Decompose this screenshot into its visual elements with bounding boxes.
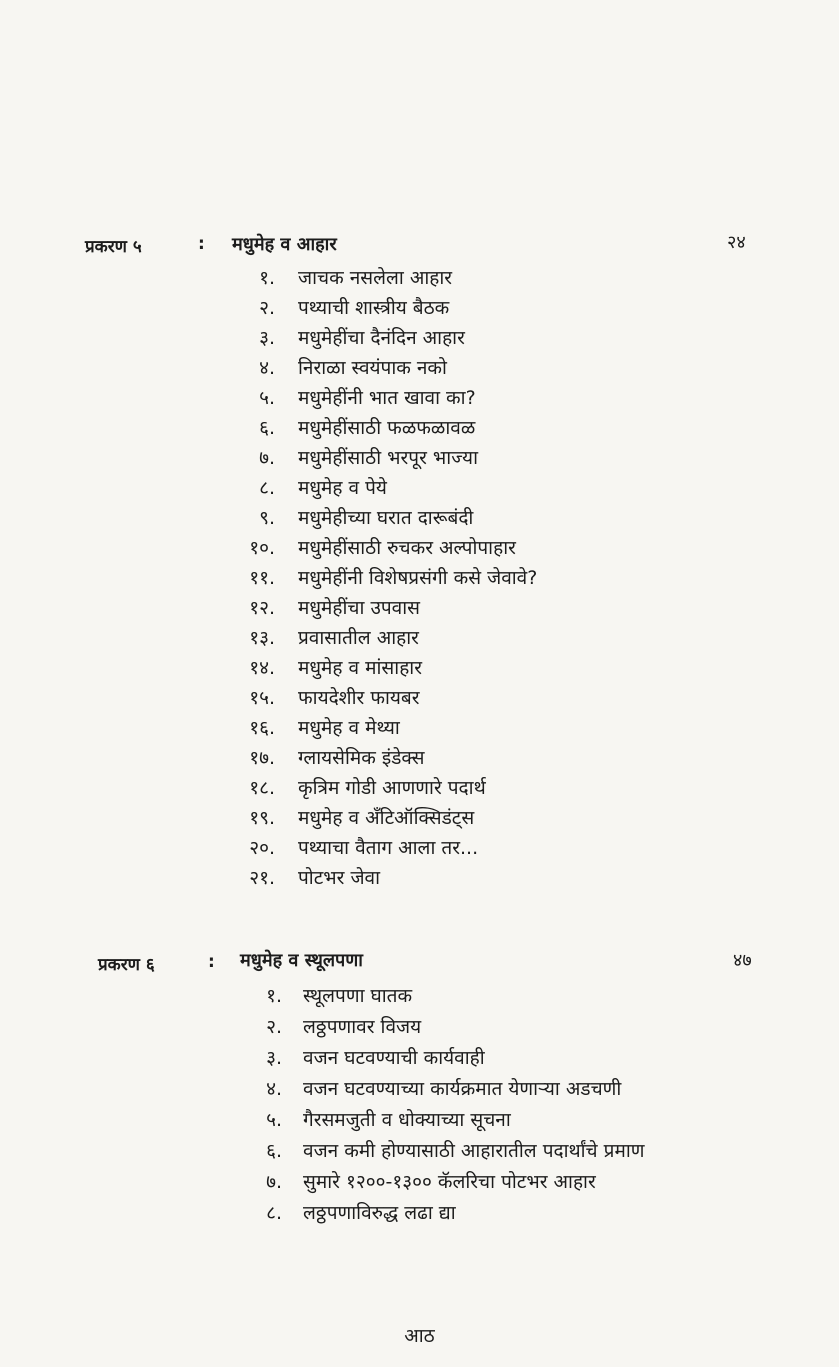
chapter-label: प्रकरण ५ bbox=[85, 237, 142, 257]
item-number: १. bbox=[259, 267, 275, 289]
item-number: ५. bbox=[259, 387, 275, 409]
item-number: १५. bbox=[249, 687, 275, 709]
item-number: ७. bbox=[259, 447, 275, 469]
item-text: मधुमेह व मांसाहार bbox=[298, 657, 422, 679]
list-item bbox=[0, 714, 839, 744]
list-item bbox=[0, 444, 839, 474]
item-text: मधुमेह व मेथ्या bbox=[298, 717, 400, 739]
list-item bbox=[0, 864, 839, 894]
item-text: मधुमेहींचा दैनंदिन आहार bbox=[298, 327, 465, 349]
item-number: ८. bbox=[266, 1202, 282, 1224]
item-text: वजन घटवण्याची कार्यवाही bbox=[303, 1047, 485, 1069]
list-item bbox=[0, 474, 839, 504]
item-number: १०. bbox=[249, 537, 275, 559]
item-number: १२. bbox=[249, 597, 275, 619]
chapter-heading bbox=[0, 228, 839, 264]
list-item bbox=[0, 982, 839, 1013]
list-item bbox=[0, 1199, 839, 1230]
item-text: मधुमेह व पेये bbox=[298, 477, 387, 499]
item-number: ७. bbox=[266, 1171, 282, 1193]
list-item bbox=[0, 804, 839, 834]
item-text: मधुमेहींनी भात खावा का? bbox=[298, 387, 476, 409]
page-number-footer: आठ bbox=[404, 1325, 435, 1347]
list-item bbox=[0, 774, 839, 804]
list-item bbox=[0, 684, 839, 714]
item-number: ४. bbox=[259, 357, 275, 379]
item-text: मधुमेहींसाठी भरपूर भाज्या bbox=[298, 447, 479, 469]
item-number: ६. bbox=[266, 1140, 282, 1162]
item-text: वजन घटवण्याच्या कार्यक्रमात येणाऱ्या अडचणी bbox=[303, 1078, 622, 1100]
list-item bbox=[0, 1106, 839, 1137]
list-item bbox=[0, 564, 839, 594]
list-item bbox=[0, 354, 839, 384]
chapter-item-list bbox=[0, 264, 839, 894]
list-item bbox=[0, 1168, 839, 1199]
item-number: ३. bbox=[259, 327, 275, 349]
item-number: २१. bbox=[249, 867, 275, 889]
item-number: १. bbox=[266, 985, 282, 1007]
item-text: कृत्रिम गोडी आणणारे पदार्थ bbox=[298, 777, 486, 799]
item-text: लठ्ठपणाविरुद्ध लढा द्या bbox=[303, 1202, 456, 1224]
list-item bbox=[0, 504, 839, 534]
item-number: ८. bbox=[259, 477, 275, 499]
chapter-colon: : bbox=[198, 234, 205, 254]
chapter-title: मधुमेह व स्थूलपणा bbox=[240, 950, 363, 971]
item-number: १९. bbox=[249, 807, 275, 829]
item-text: वजन कमी होण्यासाठी आहारातील पदार्थांचे प्रमाण bbox=[303, 1140, 645, 1162]
list-item bbox=[0, 324, 839, 354]
chapter-label: प्रकरण ६ bbox=[98, 955, 155, 975]
item-text: लठ्ठपणावर विजय bbox=[303, 1016, 422, 1038]
item-number: ९. bbox=[259, 507, 275, 529]
item-text: स्थूलपणा घातक bbox=[303, 985, 413, 1007]
list-item bbox=[0, 534, 839, 564]
item-text: मधुमेह व अँटिऑक्सिडंट्स bbox=[298, 807, 475, 829]
list-item bbox=[0, 624, 839, 654]
list-item bbox=[0, 264, 839, 294]
list-item bbox=[0, 294, 839, 324]
list-item bbox=[0, 594, 839, 624]
item-number: १६. bbox=[249, 717, 275, 739]
item-text: पथ्याचा वैताग आला तर... bbox=[298, 837, 479, 859]
chapter-6-section bbox=[0, 946, 839, 1230]
item-text: मधुमेहींसाठी रुचकर अल्पोपाहार bbox=[298, 537, 516, 559]
item-number: १३. bbox=[249, 627, 275, 649]
item-number: २. bbox=[266, 1016, 282, 1038]
chapter-colon: : bbox=[208, 952, 215, 972]
item-text: फायदेशीर फायबर bbox=[298, 687, 420, 709]
item-number: ११. bbox=[249, 567, 275, 589]
item-text: सुमारे १२००-१३०० कॅलरिचा पोटभर आहार bbox=[303, 1171, 596, 1193]
item-text: प्रवासातील आहार bbox=[298, 627, 419, 649]
chapter-5-section bbox=[0, 228, 839, 894]
item-number: ४. bbox=[266, 1078, 282, 1100]
item-number: १४. bbox=[249, 657, 275, 679]
item-text: मधुमेहींचा उपवास bbox=[298, 597, 420, 619]
item-text: निराळा स्वयंपाक नको bbox=[298, 357, 447, 379]
item-text: मधुमेहींसाठी फळफळावळ bbox=[298, 417, 476, 439]
item-number: १८. bbox=[249, 777, 275, 799]
item-number: २. bbox=[259, 297, 275, 319]
list-item bbox=[0, 1137, 839, 1168]
item-number: ३. bbox=[266, 1047, 282, 1069]
item-number: ६. bbox=[259, 417, 275, 439]
list-item bbox=[0, 384, 839, 414]
item-text: मधुमेहींनी विशेषप्रसंगी कसे जेवावे? bbox=[298, 567, 538, 589]
item-text: जाचक नसलेला आहार bbox=[298, 267, 453, 289]
list-item bbox=[0, 834, 839, 864]
chapter-heading bbox=[0, 946, 839, 982]
list-item bbox=[0, 654, 839, 684]
item-text: ग्लायसेमिक इंडेक्स bbox=[298, 747, 425, 769]
list-item bbox=[0, 744, 839, 774]
list-item bbox=[0, 414, 839, 444]
chapter-title: मधुमेह व आहार bbox=[232, 234, 337, 255]
chapter-page-number: २४ bbox=[727, 232, 746, 253]
item-number: १७. bbox=[249, 747, 275, 769]
chapter-item-list bbox=[0, 982, 839, 1230]
list-item bbox=[0, 1013, 839, 1044]
item-text: पथ्याची शास्त्रीय बैठक bbox=[298, 297, 450, 319]
item-text: पोटभर जेवा bbox=[298, 867, 381, 889]
item-number: २०. bbox=[249, 837, 275, 859]
item-text: मधुमेहीच्या घरात दारूबंदी bbox=[298, 507, 474, 529]
item-number: ५. bbox=[266, 1109, 282, 1131]
item-text: गैरसमजुती व धोक्याच्या सूचना bbox=[303, 1109, 511, 1131]
list-item bbox=[0, 1044, 839, 1075]
list-item bbox=[0, 1075, 839, 1106]
chapter-page-number: ४७ bbox=[733, 950, 752, 971]
